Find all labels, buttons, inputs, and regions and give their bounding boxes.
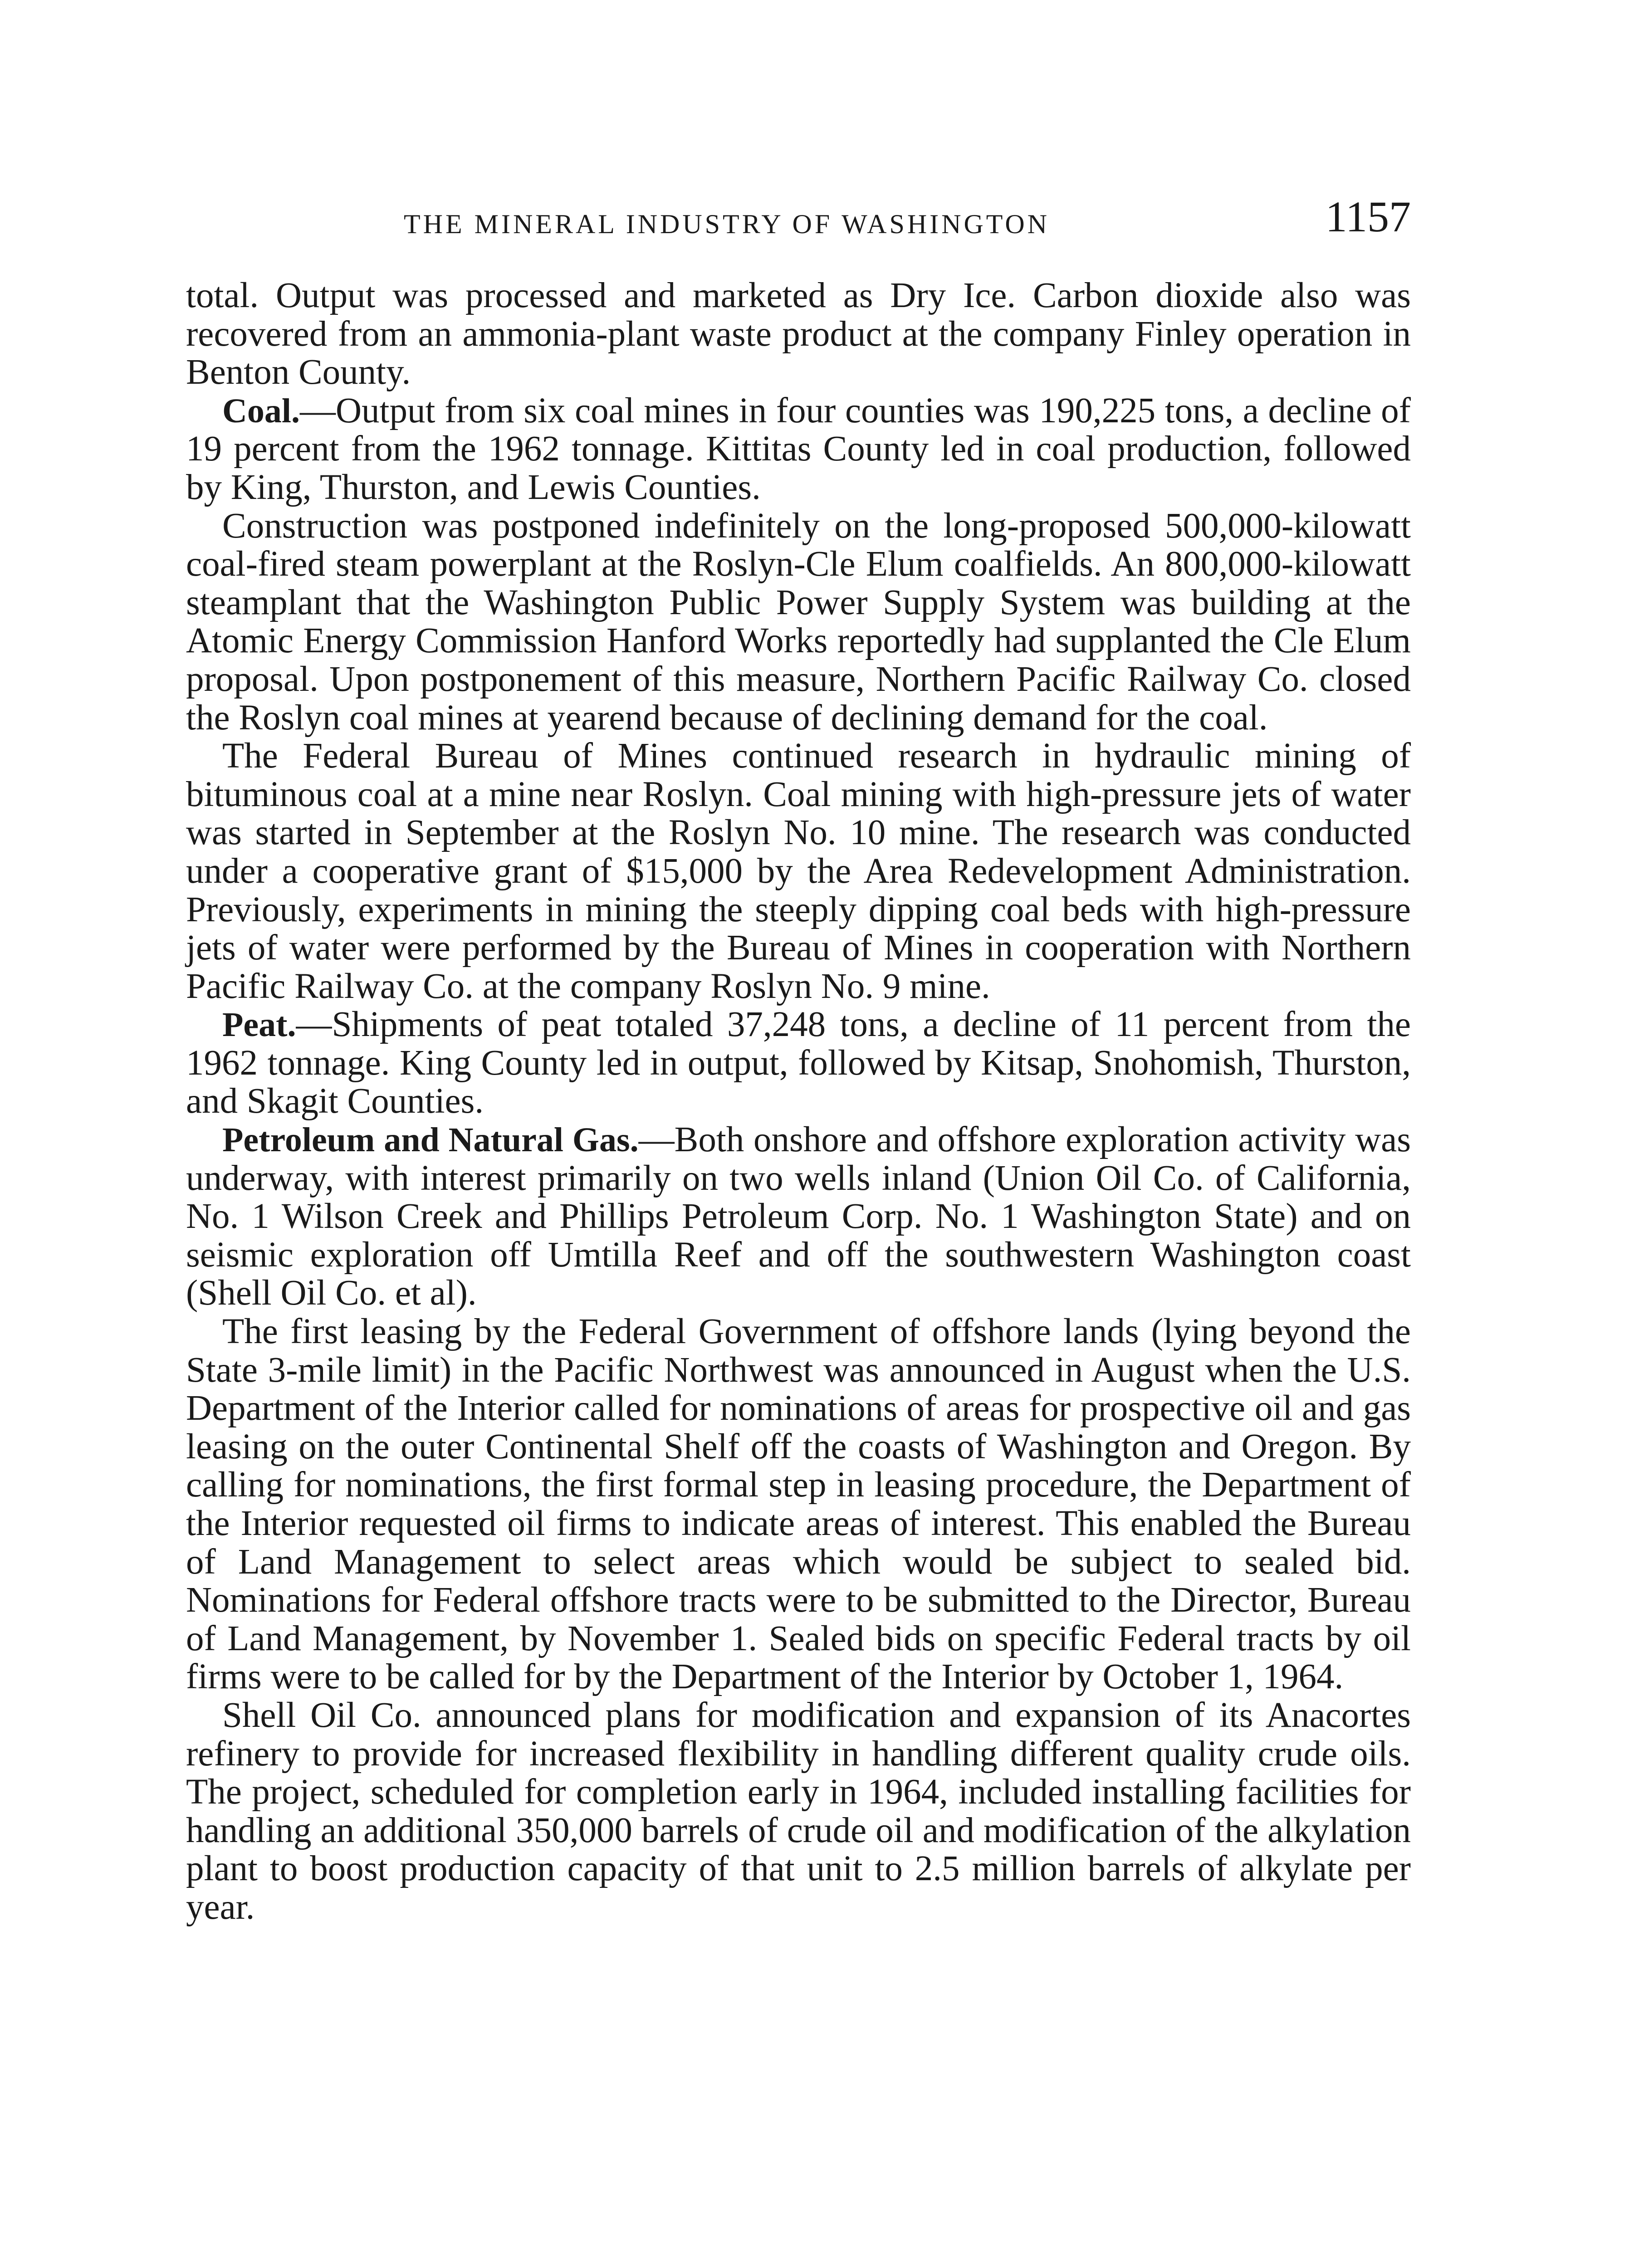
paragraph-petroleum <box>186 1121 1411 1313</box>
paragraph-offshore-leasing <box>186 1313 1411 1696</box>
paragraph-hydraulic-mining <box>186 737 1411 1006</box>
running-header <box>186 192 1411 254</box>
paragraph-text: —Output from six coal mines in four counties was 190,225 tons, a decline of 19 percent from the 1962 tonnage. Kittitas County led in coal production, followed by King, Thurston, and Lewis Counties. <box>186 391 1411 507</box>
section-heading-peat: Peat. <box>222 1006 296 1044</box>
paragraph-text: total. Output was processed and marketed as Dry Ice. Carbon dioxide also was recovered from an ammonia-plant waste product at the company Finley operation in Benton County. <box>186 276 1411 392</box>
paragraph-peat <box>186 1006 1411 1121</box>
body-text <box>186 277 1411 1927</box>
paragraph-text: The first leasing by the Federal Government of offshore lands (lying beyond the State 3-mile limit) in the Pacific Northwest was announced in August when the U.S. Department of the Interior called for nominations of areas for prospective oil and gas leasing on the outer Continental Shelf off the coasts of Washington and Oregon. By calling for nominations, the first formal step in leasing procedure, the Department of the Interior requested oil firms to indicate areas of interest. This enabled the Bureau of Land Management to select areas which would be subject to sealed bid. Nominations for Federal offshore tracts were to be submitted to the Director, Bureau of Land Management, by November 1. Sealed bids on specific Federal tracts by oil firms were to be called for by the Department of the Interior by October 1, 1964. <box>186 1312 1411 1697</box>
paragraph-coal <box>186 392 1411 507</box>
section-heading-petroleum: Petroleum and Natural Gas. <box>222 1121 639 1159</box>
paragraph-refinery <box>186 1696 1411 1927</box>
paragraph-powerplant <box>186 507 1411 738</box>
paragraph-text: The Federal Bureau of Mines continued research in hydraulic mining of bituminous coal at a mine near Roslyn. Coal mining with high-pressure jets of water was started in September at the Roslyn No. 10 mine. The research was conducted under a cooperative grant of $15,000 by the Area Redevelopment Administration. Previously, experiments in mining the steeply dipping coal beds with high-pressure jets of water were performed by the Bureau of Mines in cooperation with Northern Pacific Railway Co. at the company Roslyn No. 9 mine. <box>186 736 1411 1006</box>
paragraph-text: Shell Oil Co. announced plans for modification and expansion of its Anacortes refinery to provide for increased flexibility in handling different quality crude oils. The project, scheduled for completion early in 1964, included installing facilities for handling an additional 350,000 barrels of crude oil and modification of the alkylation plant to boost production capacity of that unit to 2.5 million barrels of alkylate per year. <box>186 1695 1411 1927</box>
running-title: THE MINERAL INDUSTRY OF WASHINGTON <box>404 209 1050 239</box>
paragraph-text: —Both onshore and offshore exploration activity was underway, with interest primarily on two wells inland (Union Oil Co. of California, No. 1 Wilson Creek and Phillips Petroleum Corp. No. 1 Washington State) and on seismic exploration off Umtilla Reef and off the southwestern Washington coast (Shell Oil Co. et al). <box>186 1120 1411 1313</box>
paragraph-text: —Shipments of peat totaled 37,248 tons, a decline of 11 percent from the 1962 tonnage. King County led in output, followed by Kitsap, Snohomish, Thurston, and Skagit Counties. <box>186 1005 1411 1121</box>
section-heading-coal: Coal. <box>222 391 300 430</box>
paragraph-text: Construction was postponed indefinitely on the long-proposed 500,000-kilowatt coal-fired steam powerplant at the Roslyn-Cle Elum coalfields. An 800,000-kilowatt steamplant that the Washington Public Power Supply System was building at the Atomic Energy Commission Hanford Works reportedly had supplanted the Cle Elum proposal. Upon postponement of this measure, Northern Pacific Railway Co. closed the Roslyn coal mines at yearend because of declining demand for the coal. <box>186 506 1411 738</box>
paragraph-carbon-dioxide <box>186 277 1411 392</box>
page-number: 1157 <box>1325 192 1411 241</box>
